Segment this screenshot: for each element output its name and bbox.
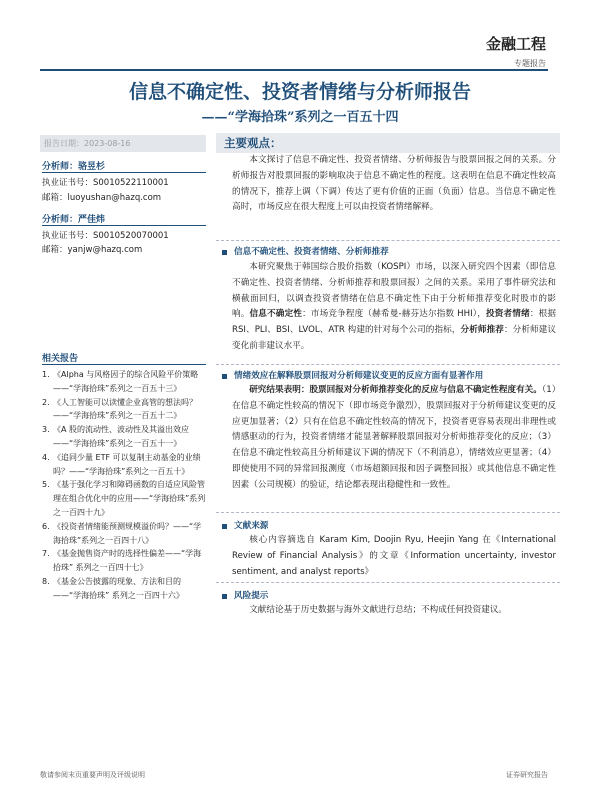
- analyst-divider: [42, 172, 206, 173]
- intro-text: 本文探讨了信息不确定性、投资者情绪、分析师报告与股票回报之间的关系。分析师报告对股票回报的影响取决于信息不确定性的程度。这表明在信息不确定性较高的情况下，推荐上调（下调）传达了更有价值的正面（负面）信息。当信息不确定性高时，市场反应在很大程度上可以由投资者情绪解释。: [232, 155, 556, 213]
- intro-paragraph: [232, 153, 556, 216]
- header-divider: [40, 69, 548, 71]
- main-points-heading: 主要观点：: [224, 136, 282, 150]
- related-report-item[interactable]: 5. 《基于强化学习和障碍函数的自适应风险管理在组合优化中的应用——“学海拾珠”系列之一百四十九》: [42, 480, 206, 517]
- related-report-item[interactable]: 3. 《A 股的流动性、波动性及其溢出效应——“学海拾珠”系列之一百五十一》: [42, 425, 190, 448]
- analyst-email[interactable]: 邮箱：luoyushan@hazq.com: [42, 193, 162, 203]
- related-report-item[interactable]: 2. 《人工智能可以读懂企业高管的想法吗？——“学海拾珠”系列之一百五十二》: [42, 397, 197, 421]
- section-divider: [216, 240, 560, 241]
- related-reports-heading: 相关报告: [42, 354, 79, 364]
- section-title: 文献来源: [234, 521, 269, 531]
- analyst-name: 分析师：骆昱杉: [42, 162, 106, 172]
- section-title: 情绪效应在解释股票回报对分析师建议变更的反应方面有显著作用: [234, 371, 484, 381]
- section-body: 核心内容摘选自 Karam Kim, Doojin Ryu, Heejin Yang 在《International Review of Financial Analysis》的文章《Information uncertainty, investor sentiment, and analyst reports》: [232, 535, 556, 577]
- section-body: 研究结果表明：股票回报对分析师推荐变化的反应与信息不确定性程度有关。（1）在信息不确定性较高的情况下（即市场竞争激烈），股票回报对于分析师建议变更的反应更加显著；（2）只有在信息不确定性较高的情况下，投资者更容易表现出非理性或情感驱动的行为，投资者情绪才能显著解释股票回报对分析师推荐变化的反应；（3）在信息不确定性较高且分析师建议下调的情况下（不利消息），情绪效应更显著；（4）即使使用不同的异常回报测度（市场超额回报和因子调整回报）或其他信息不确定性因素（公司规模）的验证，结论都表现出稳健性和一致性。: [232, 385, 556, 490]
- related-report-item[interactable]: 1. 《Alpha 与风格因子的综合风险平价策略——“学海拾珠”系列之一百五十三》: [42, 370, 199, 393]
- document-subtitle: ——“学海拾珠”系列之一百五十四: [201, 110, 399, 125]
- related-report-item[interactable]: 8. 《基金公告披露的现象、方法和目的——“学海拾珠” 系列之一百四十六》: [42, 576, 184, 600]
- section-bullet-icon: [222, 250, 227, 255]
- analyst-name: 分析师：严佳炜: [42, 215, 106, 225]
- section-body: 文献结论基于历史数据与海外文献进行总结；不构成任何投资建议。: [249, 605, 508, 615]
- section-bullet-icon: [222, 524, 227, 529]
- section-title: 信息不确定性、投资者情绪、分析师推荐: [234, 247, 389, 257]
- footer-label: 证券研究报告: [506, 771, 548, 779]
- analyst-license: 执业证书号：S0010522110001: [42, 178, 169, 188]
- section-title: 风险提示: [234, 591, 269, 601]
- analyst-email[interactable]: 邮箱：yanjw@hazq.com: [42, 245, 143, 255]
- analyst-license: 执业证书号：S0010520070001: [42, 231, 169, 241]
- related-report-item[interactable]: 6. 《投资者情绪能预测规模溢价吗？——“学海拾珠”系列之一百四十八》: [42, 521, 202, 545]
- related-reports-list: [42, 368, 208, 603]
- brand-title: 金融工程: [485, 35, 546, 53]
- related-report-item[interactable]: 7. 《基金抛售资产时的选择性偏差——“学海拾珠” 系列之一百四十七》: [42, 549, 202, 573]
- section-body: 本研究聚焦于韩国综合股价指数（KOSPI）市场，以深入研究四个因素（即信息不确定性、投资者情绪、分析师推荐和股票回报）之间的关系。采用了事件研究法和横截面回归，以调查投资者情绪在信息不确定性下由于分析师推荐变化时股市的影响。信息不确定性：市场竞争程度（赫希曼-赫芬达尔指数 HHI），投资者情绪：根据 RSI、PLI、BSI、LVOL、ATR 构建的针对每个公司的指标，分析师推荐：分析师建议变化前非建议水平。: [232, 262, 556, 351]
- analyst-divider: [42, 225, 206, 226]
- report-type: 专题报告: [514, 59, 546, 68]
- related-divider: [42, 364, 206, 365]
- document-title: 信息不确定性、投资者情绪与分析师报告: [128, 81, 471, 103]
- footer-disclaimer: 敬请参阅末页重要声明及评级说明: [40, 771, 145, 779]
- section-bullet-icon: [222, 594, 227, 599]
- section-divider: [216, 512, 560, 513]
- section-divider: [216, 582, 560, 583]
- section-divider: [216, 364, 560, 365]
- related-report-item[interactable]: 4. 《追同少量 ETF 可以复制主动基金的业绩吗？——“学海拾珠”系列之一百五十》: [42, 452, 201, 476]
- report-date: 报告日期：2023-08-16: [40, 135, 206, 152]
- section-bullet-icon: [222, 374, 227, 379]
